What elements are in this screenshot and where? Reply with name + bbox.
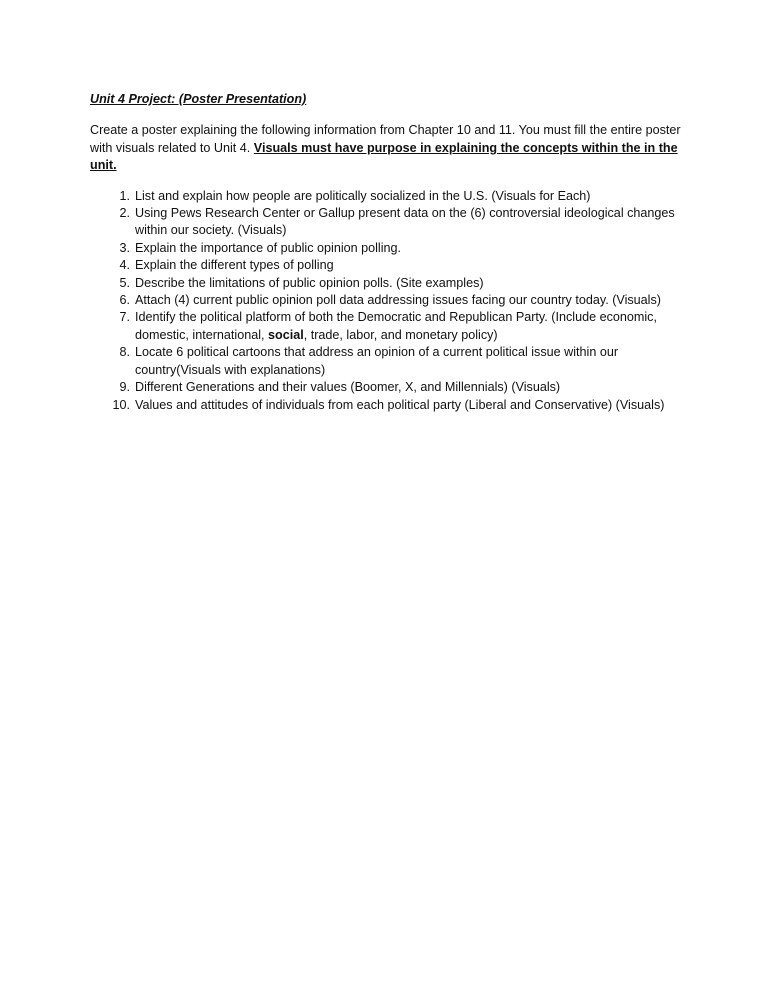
list-item <box>90 240 681 257</box>
item-number: 6. <box>119 293 130 308</box>
list-item <box>90 344 681 379</box>
intro-text: Create a poster explaining the following information from Chapter 10 and 11. You must fill the entire poster with visuals related to Unit 4. <box>90 123 681 155</box>
item-text: Locate 6 political cartoons that address an opinion of a current political issue within our country(Visuals with explanations) <box>135 345 619 377</box>
item-number: 3. <box>119 240 130 255</box>
item-number: 1. <box>119 188 130 203</box>
item-text-bold: social <box>268 327 304 342</box>
item-text: Values and attitudes of individuals from each political party (Liberal and Conservative) (Visuals) <box>135 397 665 412</box>
item-number: 5. <box>119 275 130 290</box>
list-item <box>90 188 681 205</box>
list-item <box>90 205 681 240</box>
item-text: Explain the different types of polling <box>135 258 334 273</box>
item-number: 8. <box>119 345 130 360</box>
item-text-after: , trade, labor, and monetary policy) <box>303 327 498 342</box>
item-number: 10. <box>112 397 130 412</box>
item-text-before: Identify the political platform of both the Democratic and Republican Party. (Include economic, domestic, international, <box>135 310 657 342</box>
list-item <box>90 379 681 396</box>
item-number: 4. <box>119 258 130 273</box>
list-item <box>90 292 681 309</box>
document-title: Unit 4 Project: (Poster Presentation) <box>90 92 307 106</box>
document-page <box>90 91 690 414</box>
item-text: Attach (4) current public opinion poll data addressing issues facing our country today. (Visuals) <box>135 293 661 308</box>
item-number: 2. <box>119 206 130 221</box>
item-text: Using Pews Research Center or Gallup present data on the (6) controversial ideological changes within our society. (Visuals) <box>135 206 675 238</box>
intro-paragraph <box>90 122 682 174</box>
list-item <box>90 309 681 344</box>
item-text: Explain the importance of public opinion polling. <box>135 240 402 255</box>
intro-emphasis: Visuals must have purpose in explaining the concepts within the in the unit. <box>90 140 678 173</box>
list-item <box>90 275 681 292</box>
list-item <box>90 257 681 274</box>
item-text: List and explain how people are politically socialized in the U.S. (Visuals for Each) <box>135 188 591 203</box>
list-item <box>90 397 681 414</box>
task-list <box>90 188 690 414</box>
item-number: 7. <box>119 310 130 325</box>
item-text: Different Generations and their values (Boomer, X, and Millennials) (Visuals) <box>135 380 561 395</box>
item-text: Describe the limitations of public opinion polls. (Site examples) <box>135 275 484 290</box>
item-number: 9. <box>119 380 130 395</box>
